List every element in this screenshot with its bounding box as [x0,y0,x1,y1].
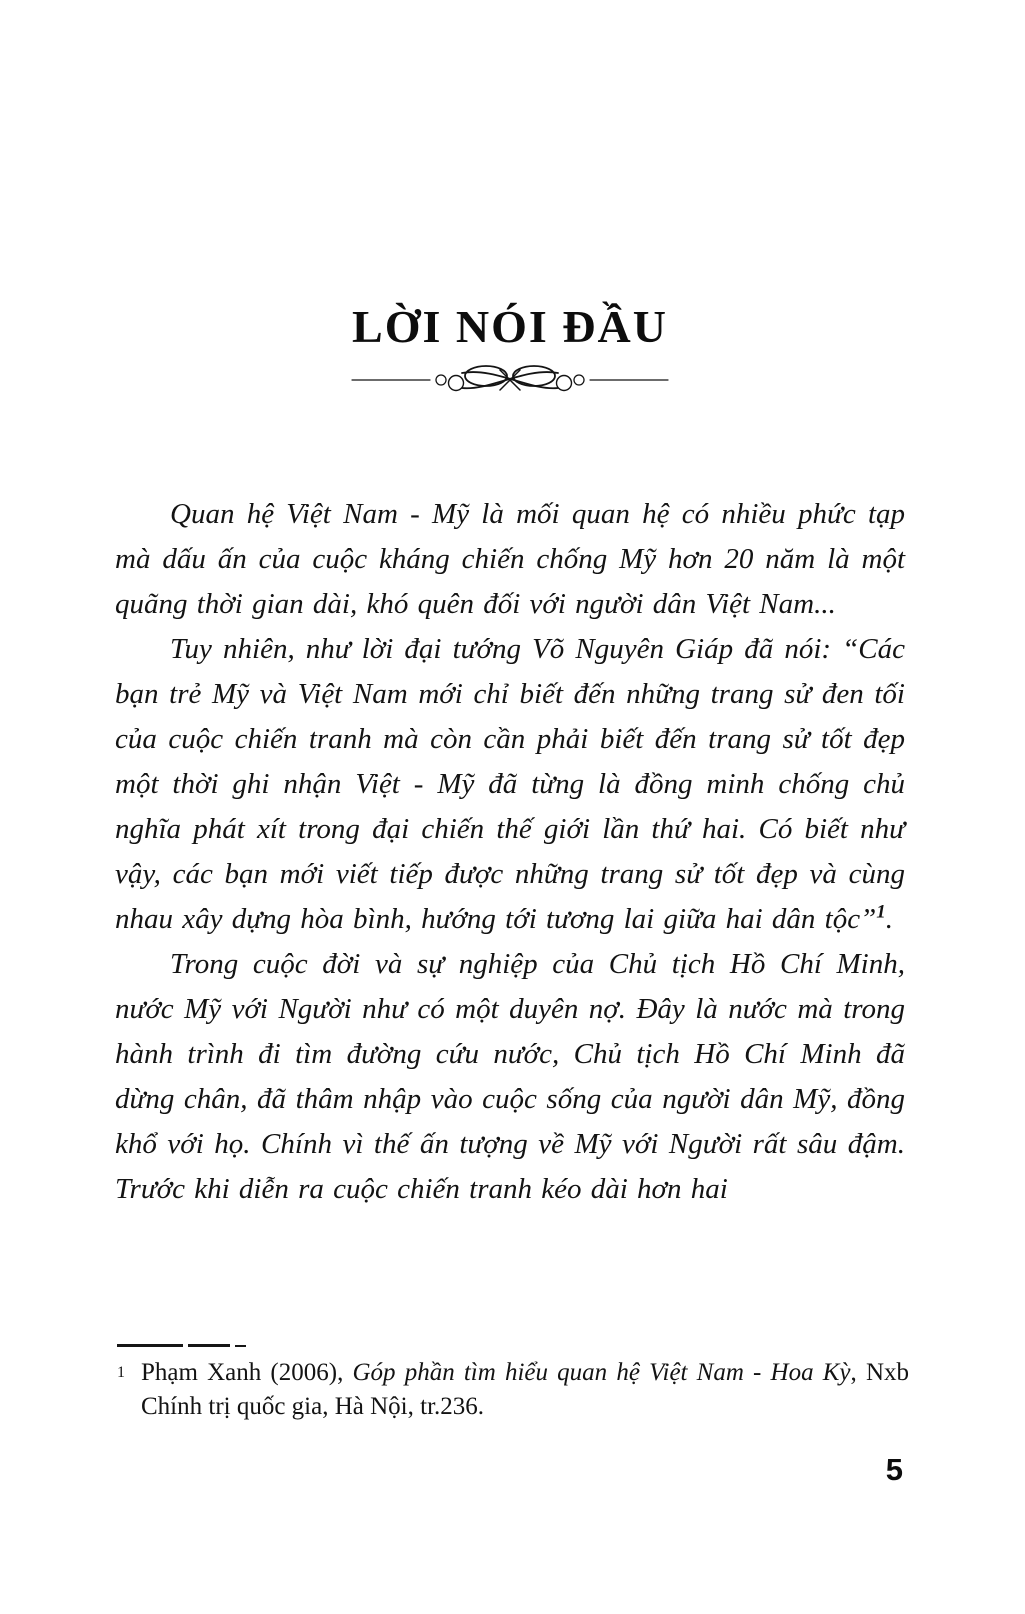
paragraph-text: Trong cuộc đời và sự nghiệp của Chủ tịch Hồ Chí Minh, nước Mỹ với Người như có một duyên nợ. Đây là nước mà trong hành trình đi tìm đường cứu nước, Chủ tịch Hồ Chí Minh đã dừng chân, đã thâm nhập vào cuộc sống của người dân Mỹ, đồng khổ với họ. Chính vì thế ấn tượng về Mỹ với Người rất sâu đậm. Trước khi diễn ra cuộc chiến tranh kéo dài hơn hai [115,948,905,1205]
footnote-separator [117,1344,246,1347]
paragraph-text: Quan hệ Việt Nam - Mỹ là mối quan hệ có nhiều phức tạp mà dấu ấn của cuộc kháng chiến chống Mỹ hơn 20 năm là một quãng thời gian dài, khó quên đối với người dân Việt Nam... [115,498,905,620]
footnote-book-title: Góp phần tìm hiểu quan hệ Việt Nam - Hoa Kỳ [352,1359,851,1386]
footnote-publisher: , Nxb Chính trị quốc gia, Hà Nội, tr.236. [141,1359,909,1420]
footnote [117,1356,909,1424]
paragraph-text: Tuy nhiên, như lời đại tướng Võ Nguyên Giáp đã nói: “Các bạn trẻ Mỹ và Việt Nam mới chỉ biết đến những trang sử đen tối của cuộc chiến tranh mà còn cần phải biết đến trang sử tốt đẹp một thời ghi nhận Việt - Mỹ đã từng là đồng minh chống chủ nghĩa phát xít trong đại chiến thế giới lần thứ hai. Có biết như vậy, các bạn mới viết tiếp được những trang sử tốt đẹp và cùng nhau xây dựng hòa bình, hướng tới tương lai giữa hai dân tộc” [115,633,905,935]
footnote-author: Phạm Xanh (2006), [141,1359,353,1386]
page-number: 5 [885,1452,903,1487]
footnote-marker: 1 [117,1364,125,1381]
paragraph [115,942,905,1212]
page-title: LỜI NÓI ĐẦU [352,301,668,352]
flourish-divider [115,362,905,403]
paragraph [115,627,905,942]
footnote-ref: 1 [876,901,886,923]
paragraph-text: . [885,903,893,935]
body-text [115,492,905,1212]
flourish-icon [350,362,670,398]
paragraph [115,492,905,627]
